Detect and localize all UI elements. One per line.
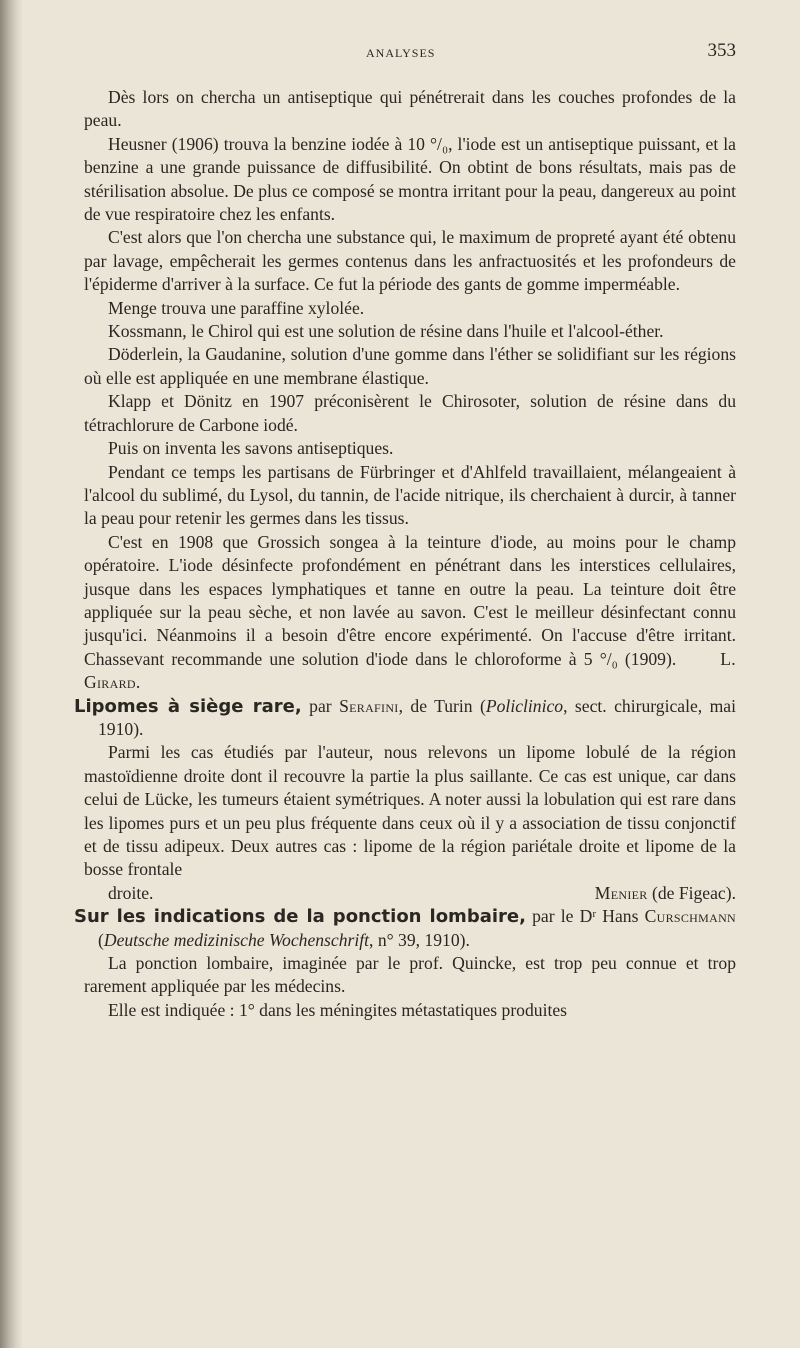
paragraph: Klapp et Dönitz en 1907 préconisèrent le Chirosoter, solution de résine dans du tétrachlorure de Carbone iodé. [84,391,736,435]
section-source: ( [98,929,104,950]
paragraph: Puis on inventa les savons antiseptiques. [108,438,394,459]
section-author: Curschmann [644,906,737,927]
paragraph-last-word: droite. [108,882,154,903]
section-heading-lipomes [74,695,736,742]
section-title: Sur les indications de la ponction lombaire, [74,906,526,928]
page-body [74,86,737,1022]
section-author: Serafini [339,695,399,716]
section-source-end: , n° 39, 1910). [369,929,470,950]
signature-name: Menier [594,882,648,903]
paragraph: Kossmann, le Chirol qui est une solution de résine dans l'huile et l'alcool-éther. [108,321,664,342]
paragraph: Döderlein, la Gaudanine, solution d'une gomme dans l'éther se solidifiant sur les régions où elle est appliquée en une membrane élastique. [84,344,736,388]
section-source: , de Turin ( [398,695,486,716]
section-by: par [301,695,340,716]
paragraph: Pendant ce temps les partisans de Fürbringer et d'Ahlfeld travaillaient, mélangeaient à l'alcool du sublimé, du Lysol, du tannin, de l'acide nitrique, ils cherchaient à durcir, à tanner la peau pour retenir les germes dans les tissus. [84,461,736,529]
paragraph-ending-with-signature [84,882,736,905]
paragraph-grossich [84,531,736,695]
page-number: 353 [707,40,736,61]
book-spine-shadow [0,0,22,1348]
signature-place: (de Figeac). [647,882,736,903]
section-source-end: , sect. chirurgicale, mai 1910). [98,695,736,739]
signature-menier [571,882,736,905]
signature-girard: L. Girard. [84,648,736,693]
paragraph: Elle est indiquée : 1° dans les méningites métastatiques produites [108,999,568,1020]
section-journal: Policlinico [485,695,564,716]
section-heading-ponction [74,905,736,952]
paragraph: Dès lors on chercha un antiseptique qui pénétrerait dans les couches profondes de la peau. [84,87,736,131]
paragraph: C'est alors que l'on chercha une substance qui, le maximum de propreté ayant été obtenu par lavage, empêcherait les germes contenus dans les anfractuosités et les profondeurs de l'épiderme d'arriver à la surface. Ce fut la période des gants de gomme imperméable. [84,227,736,295]
section-title: Lipomes à siège rare, [74,695,302,717]
paragraph: La ponction lombaire, imaginée par le prof. Quincke, est trop peu connue et trop rarement appliquée par les médecins. [84,953,736,997]
section-by: par le Dʳ Hans [525,906,645,927]
book-page [74,0,737,1348]
running-title: ANALYSES [366,46,436,60]
paragraph: Heusner (1906) trouva la benzine iodée à 10 °/₀, l'iode est un antiseptique puissant, et la benzine a une grande puissance de diffusibilité. On obtint de bons résultats, mais pas de stérilisation absolue. De plus ce composé se montra irritant pour la peau, dangereux au point de vue respiratoire chez les enfants. [84,133,736,225]
paragraph: Parmi les cas étudiés par l'auteur, nous relevons un lipome lobulé de la région mastoïdienne droite dont il recouvre la partie la plus saillante. Ce cas est unique, car dans celui de Lücke, les tumeurs étaient symétriques. A noter aussi la lobulation qui est rare dans les lipomes purs et un peu plus fréquente dans ceux où il y a association de tissu conjonctif et de tissu adipeux. Deux autres cas : lipome de la région pariétale droite et lipome de la bosse frontale [84,742,736,880]
section-journal: Deutsche medizinische Wochenschrift [103,929,370,950]
paragraph: Menge trouva une paraffine xylolée. [108,297,365,318]
page-header [84,40,736,64]
paragraph-text: C'est en 1908 que Grossich songea à la teinture d'iode, au moins pour le champ opératoire. L'iode désinfecte profondément en pénétrant dans les interstices cellulaires, jusque dans les espaces lymphatiques et tanne en outre la peau. La teinture doit être appliquée sur la peau sèche, et non lavée au savon. C'est le meilleur désinfectant connu jusqu'ici. Néanmoins il a besoin d'être encore expérimenté. On l'accuse d'être irritant. Chassevant recommande une solution d'iode dans le chloroforme à 5 °/₀ (1909). [84,531,736,669]
